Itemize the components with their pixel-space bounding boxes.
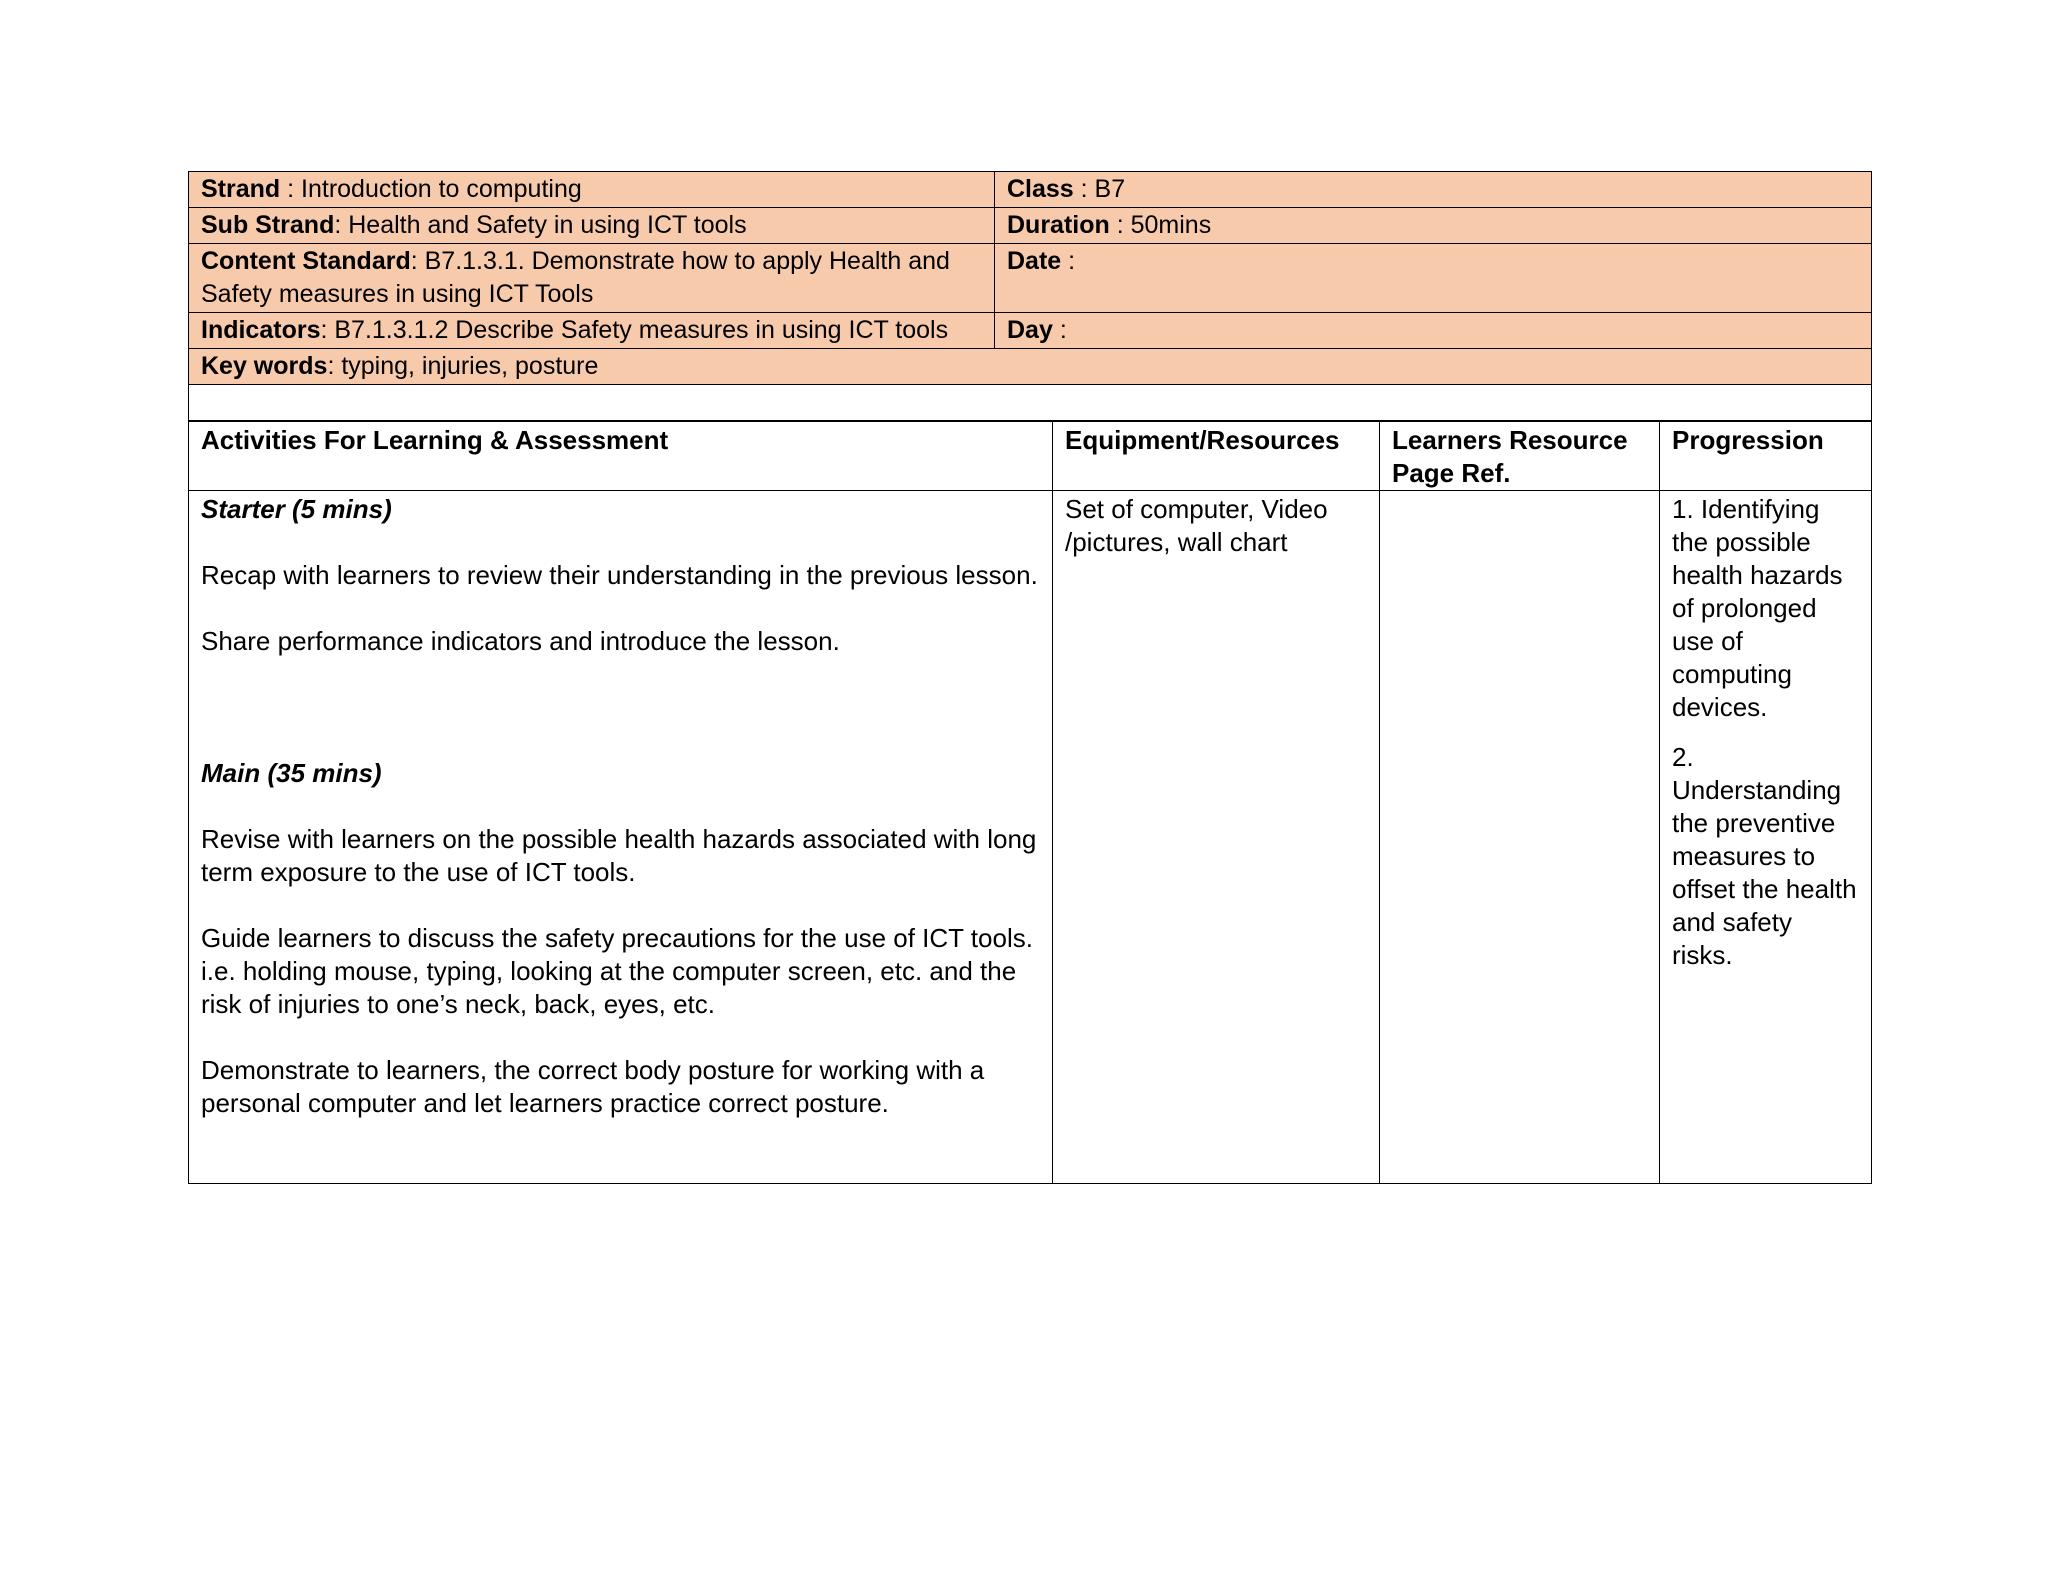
progression-cell [1660,491,1872,1184]
duration-label: Duration [1007,211,1110,239]
date-label: Date [1007,247,1062,275]
main-paragraph-2: Guide learners to discuss the safety precautions for the use of ICT tools. [201,923,1033,953]
activities-cell [189,491,1053,1184]
learners-ref-header: Learners Resource Page Ref. [1380,422,1660,491]
strand-value: : Introduction to computing [280,175,582,203]
main-paragraph-3: i.e. holding mouse, typing, looking at the computer screen, etc. and the risk of injuries to one’s neck, back, eyes, etc. [201,956,1017,1019]
duration-value: : 50mins [1109,211,1212,239]
keywords-cell [189,349,1872,385]
substrand-cell [189,208,995,244]
equipment-header: Equipment/Resources [1053,422,1380,491]
indicators-label: Indicators [201,316,321,344]
content-standard-value: : B7.1.3.1. Demonstrate how to apply Health and Safety measures in using ICT Tools [201,247,950,308]
indicators-value: : B7.1.3.1.2 Describe Safety measures in using ICT tools [320,316,949,344]
date-cell [995,244,1872,313]
indicators-cell [189,313,995,349]
main-paragraph-4: Demonstrate to learners, the correct body posture for working with a personal computer and let learners practice correct posture. [201,1055,985,1118]
class-value: : B7 [1073,175,1126,203]
content-standard-label: Content Standard [201,247,411,275]
progression-item-2: 2. Understanding the preventive measures to offset the health and safety risks. [1672,742,1857,970]
keywords-value: : typing, injuries, posture [327,352,599,380]
starter-title: Starter (5 mins) [201,494,392,524]
activities-table [188,421,1872,1184]
progression-item-1: 1. Identifying the possible health hazards of prolonged use of computing devices. [1672,494,1843,722]
main-paragraph-1: Revise with learners on the possible health hazards associated with long term exposure to the use of ICT tools. [201,824,1037,887]
blank-row [189,385,1872,421]
learners-ref-cell [1380,491,1660,1184]
activities-header: Activities For Learning & Assessment [189,422,1053,491]
class-label: Class [1007,175,1074,203]
strand-label: Strand [201,175,281,203]
main-title: Main (35 mins) [201,758,382,788]
substrand-label: Sub Strand [201,211,335,239]
progression-header: Progression [1660,422,1872,491]
keywords-label: Key words [201,352,328,380]
duration-cell [995,208,1872,244]
day-value: : [1052,316,1067,344]
substrand-value: : Health and Safety in using ICT tools [334,211,747,239]
class-cell [995,172,1872,208]
strand-cell [189,172,995,208]
lesson-info-table [188,171,1872,421]
date-value: : [1061,247,1076,275]
lesson-plan [188,171,1871,1184]
equipment-cell: Set of computer, Video /pictures, wall chart [1053,491,1380,1184]
starter-paragraph-1: Recap with learners to review their understanding in the previous lesson. [201,560,1038,590]
content-standard-cell [189,244,995,313]
day-label: Day [1007,316,1053,344]
starter-paragraph-2: Share performance indicators and introduce the lesson. [201,626,840,656]
day-cell [995,313,1872,349]
